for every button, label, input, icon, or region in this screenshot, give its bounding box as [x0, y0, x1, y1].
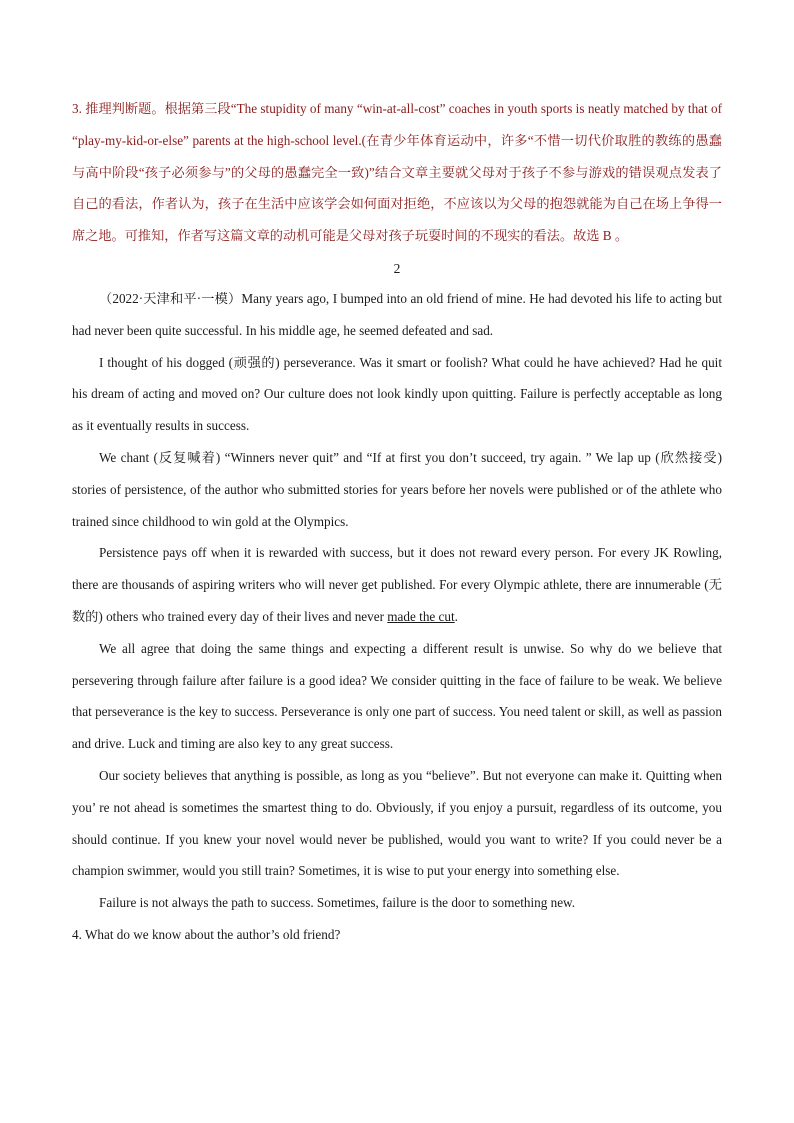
- passage-paragraph-1: （2022·天津和平·一模）Many years ago, I bumped into an old friend of mine. He had devoted his life to acting but had never been quite successful. In his middle age, he seemed defeated and sad.: [72, 290, 722, 338]
- answer-explanation: 3. 推理判断题。根据第三段“The stupidity of many “win-at-all-cost” coaches in youth sports is neatly matched by that of “play-my-kid-or-else” parents at the high-school level.(在青少年体育运动中，许多“不惜一切代价取胜的教练的愚蠢与高中阶段“孩子必须参与”的父母的愚蠢完全一致)”结合文章主要就父母对于孩子不参与游戏的错误观点发表了自己的看法，作者认为，孩子在生活中应该学会如何面对拒绝，不应该以为父母的抱怨就能为自己在场上争得一席之地。可推知，作者写这篇文章的动机可能是父母对孩子玩耍时间的不现实的看法。故选 B 。: [72, 101, 722, 244]
- passage-paragraph-4-end: .: [454, 608, 458, 624]
- passage-paragraph-3: We chant (反复喊着) “Winners never quit” and “If at first you don’t succeed, try again. ” We lap up (欣然接受) stories of persistence, of the author who submitted stories for years before her novels were published or of the athlete who trained since childhood to win gold at the Olympics.: [72, 449, 722, 529]
- passage-paragraph-5: We all agree that doing the same things and expecting a different result is unwise. So why do we believe that persevering through failure after failure is a good idea? We consider quitting in the face of failure to be weak. We believe that perseverance is the key to success. Perseverance is only one part of success. You need talent or skill, as well as passion and drive. Luck and timing are also key to any great success.: [72, 640, 722, 752]
- question-4: 4. What do we know about the author’s old friend?: [72, 926, 341, 942]
- document-page: [72, 93, 722, 951]
- passage-paragraph-4-text: Persistence pays off when it is rewarded with success, but it does not reward every person. For every JK Rowling, there are thousands of aspiring writers who will never get published. For every Olympic athlete, there are innumerable (无数的) others who trained every day of their lives and never: [72, 545, 722, 624]
- passage-paragraph-2: I thought of his dogged (顽强的) perseverance. Was it smart or foolish? What could he have achieved? Had he quit his dream of acting and moved on? Our culture does not look kindly upon quitting. Failure is perfectly acceptable as long as it eventually results in success.: [72, 354, 722, 434]
- underlined-phrase: made the cut: [387, 608, 455, 624]
- passage-paragraph-7: Failure is not always the path to success. Sometimes, failure is the door to something new.: [99, 895, 576, 911]
- passage-paragraph-4: [72, 537, 722, 632]
- passage-paragraph-6: Our society believes that anything is possible, as long as you “believe”. But not everyone can make it. Quitting when you’ re not ahead is sometimes the smartest thing to do. Obviously, if you enjoy a pursuit, regardless of its outcome, you should continue. If you knew your novel would never be published, would you want to write? If you could never be a champion swimmer, would you still train? Sometimes, it is wise to put your energy into something else.: [72, 767, 722, 879]
- section-number: 2: [393, 260, 401, 276]
